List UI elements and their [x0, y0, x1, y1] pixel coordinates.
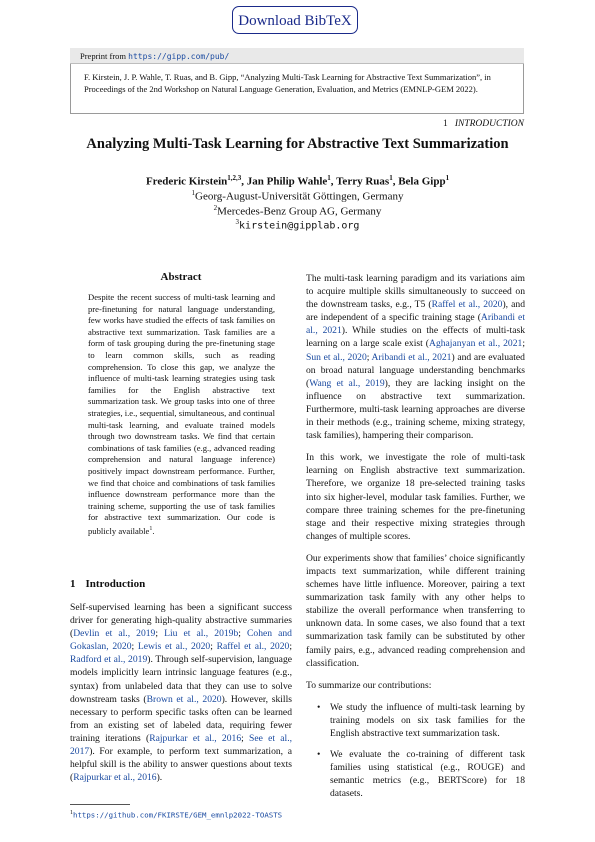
- contributions-list: [306, 701, 525, 801]
- paper-title: Analyzing Multi-Task Learning for Abstractive Text Summarization: [86, 136, 509, 152]
- author-email: $^3$kirstein@gipplab.org: [235, 218, 360, 232]
- author-list: Frederic Kirstein$^{1,2,3}$, Jan Philip Wahle$^1$, Terry Ruas$^1$, Bela Gipp$^1$: [145, 174, 450, 188]
- contributions-lead: To summarize our contributions:: [306, 679, 432, 691]
- running-section-header: 1 INTRODUCTION: [442, 119, 524, 129]
- citation-text: F. Kirstein, J. P. Wahle, T. Ruas, and B. Gipp, “Analyzing Multi-Task Learning for Abstractive Text Summarization”, in Proceedings of the 2nd Workshop on Natural Language Generation, Evaluation, and Metrics (EMNLP-GEM 2022).: [84, 72, 491, 94]
- paragraph-text: ;: [366, 351, 372, 363]
- author-affiliation-mark: 1: [327, 174, 331, 182]
- paragraph-text: ;: [522, 338, 525, 350]
- paragraph-text: ). For example, to perform text summarization, a helpful skill is the ability to answer questions about texts (: [70, 746, 292, 784]
- citation-link[interactable]: Devlin et al., 2019: [73, 628, 156, 640]
- paragraph-text: ;: [238, 628, 247, 640]
- citation-link[interactable]: Brown et al., 2020: [146, 693, 222, 705]
- author-affiliation-mark: 1: [445, 174, 450, 182]
- citation-link[interactable]: Raffel et al., 2020: [431, 299, 503, 311]
- paragraph-text: ) and are evaluated on broad natural language understanding benchmarks (: [306, 351, 525, 389]
- footnote-rule: [70, 804, 130, 805]
- paragraph-text: ). However, skills necessary to perform specific tasks often can be learned from an existing set of labeled data, requiring fewer training iterations (: [70, 693, 292, 744]
- citation-link[interactable]: Rajpurkar et al., 2016: [73, 772, 157, 784]
- citation-link[interactable]: Liu et al., 2019b: [164, 628, 239, 640]
- paragraph-text: ).: [156, 772, 163, 784]
- affiliation-2: $^2$Mercedes-Benz Group AG, Germany: [213, 204, 382, 218]
- paragraph-text: The multi-task learning paradigm and its variations aim to acquire multiple skills simultaneously to succeed on the downstream tasks, e.g., T5 (: [306, 273, 525, 311]
- paragraph-text: ;: [131, 641, 138, 653]
- paragraph-text: ;: [210, 641, 217, 653]
- citation-link[interactable]: Rajpurkar et al., 2016: [149, 732, 242, 744]
- author-name: Jan Philip Wahle: [246, 175, 328, 188]
- intro-paragraph-1: [70, 601, 292, 784]
- citation-link[interactable]: Cohen and Gokaslan, 2020: [70, 628, 292, 653]
- footnote-url-link[interactable]: https://github.com/FKIRSTE/GEM_emnlp2022-TOASTS: [73, 810, 283, 820]
- citation-link[interactable]: Lewis et al., 2020: [137, 641, 211, 653]
- author-name: Frederic Kirstein: [145, 175, 228, 188]
- intro-left-column: [70, 601, 292, 784]
- citation-link[interactable]: See et al., 2017: [70, 732, 292, 758]
- preprint-label: Preprint from https://gipp.com/pub/: [80, 51, 230, 61]
- author-affiliation-mark: 1,2,3: [227, 174, 242, 182]
- paragraph-text: ;: [241, 732, 250, 744]
- paragraph-text: ), they are lacking insight on the influence on abstractive text summarization. Furthermore, multi-task learning approaches are diverse in their methods (e.g., training scheme, mixing strategy, task families), hampering their comparison.: [306, 377, 525, 442]
- abstract-heading: Abstract: [160, 271, 202, 283]
- intro-paragraph-3: In this work, we investigate the role of multi-task learning on English abstractive text summarization. Therefore, we organize 18 pre-selected training tasks into six higher-level, modular task families. Further, we compare three training schemes for the pre-finetuning stage and their respective mixing strategies through changes of multiple scores.: [306, 452, 525, 542]
- download-bibtex-button[interactable]: Download BibTeX: [232, 6, 358, 34]
- intro-paragraph-4: Our experiments show that families’ choice significantly impacts text summarization, while different training schemes have little influence. Moreover, pairing a text summarization task family with any other helps to stabilize the overall performance when transferring to unknown data. In some cases, we also found that a text summarization task family can be substituted by other family pairs, e.g., advanced reading comprehension and classification.: [306, 552, 525, 669]
- citation-link[interactable]: Aghajanyan et al., 2021: [429, 338, 523, 350]
- paragraph-text: ). While studies on the effects of multi-task learning on a large scale exist (: [306, 325, 525, 350]
- paragraph-text: ;: [155, 628, 165, 640]
- citation-link[interactable]: Sun et al., 2020: [306, 351, 367, 363]
- citation-link[interactable]: Aribandi et al., 2021: [306, 312, 525, 337]
- paragraph-text: ;: [289, 641, 292, 653]
- author-name: Terry Ruas: [336, 175, 390, 188]
- citation-link[interactable]: Wang et al., 2019: [309, 377, 385, 389]
- paragraph-text: ). Through self-supervision, language models implicitly learn intrinsic language features (e.g., syntax) from unlabeled data that they can use to solve downstream tasks (: [70, 654, 292, 705]
- intro-paragraph-2: [306, 272, 525, 442]
- author-name: Bela Gipp: [398, 175, 446, 188]
- intro-right-column: [306, 272, 525, 808]
- introduction-heading: 1 Introduction: [70, 578, 146, 590]
- list-item: • We study the influence of multi-task learning by training models on six task families for the English abstractive text summarization task.: [317, 701, 525, 739]
- footnote-ref[interactable]: 1: [149, 525, 153, 532]
- paragraph-text: Self-supervised learning has been a significant success driver for generating high-quality abstractive summaries (: [70, 602, 292, 640]
- list-item: • We evaluate the co-training of different task families using statistical (e.g., ROUGE) and semantic metrics (e.g., BERTScore) for 18 datasets.: [317, 749, 525, 800]
- citation-link[interactable]: Radford et al., 2019: [70, 654, 148, 666]
- affiliation-1: $^1$Georg-August-Universität Göttingen, Germany: [191, 189, 404, 203]
- citation-link[interactable]: Raffel et al., 2020: [216, 641, 290, 653]
- preprint-url-link[interactable]: https://gipp.com/pub/: [128, 52, 230, 61]
- author-affiliation-mark: 1: [389, 174, 393, 182]
- citation-link[interactable]: Aribandi et al., 2021: [371, 351, 452, 363]
- footnote: $^1$https://github.com/FKIRSTE/GEM_emnlp2022-TOASTS: [70, 810, 283, 820]
- paragraph-text: ), and are independent of a specific training stage (: [306, 299, 526, 324]
- abstract-body: Despite the recent success of multi-task learning and pre-finetuning for natural language understanding, few works have studied the effects of task families on abstractive text summarization. Task families are a form of task grouping during the pre-finetuning stage to learn common skills, such as reading comprehension. To close this gap, we analyze the influence of multi-task learning strategies using task families for the English abstractive text summarization task. We group tasks into one of three strategies, i.e., sequential, simultaneous, and continual multi-task learning, and evaluate trained models through two downstream tasks. We find that certain combinations of task families (e.g., advanced reading comprehension and natural language inference) positively impact downstream performance. Further, we find that choice and combinations of task families influence downstream performance more than the training scheme, supporting the use of task families for abstractive text summarization. Our code is publicly available$^1$.: [88, 292, 275, 536]
